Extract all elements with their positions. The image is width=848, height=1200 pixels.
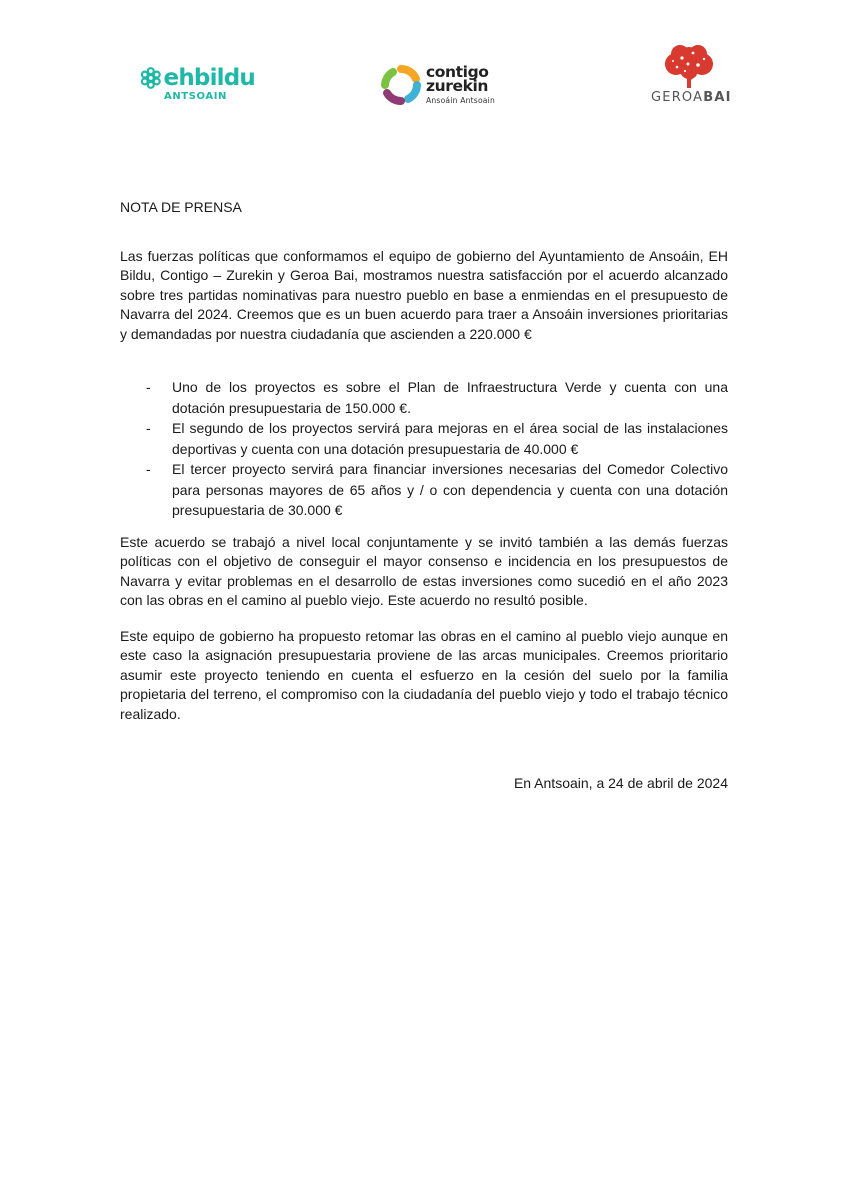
contigo-zurekin-logo: [380, 62, 510, 108]
geroabai-logo: [648, 44, 730, 110]
tree-icon: [660, 44, 718, 90]
date-signoff: En Antsoain, a 24 de abril de 2024: [513, 775, 728, 791]
contigo-ring-icon: [380, 64, 422, 106]
projects-list: [120, 377, 728, 521]
list-item: - Uno de los proyectos es sobre el Plan de Infraestructura Verde y cuenta con una dotación presupuestaria de 150.000 €.: [146, 379, 728, 416]
document-heading: NOTA DE PRENSA: [120, 199, 242, 215]
intro-paragraph: Las fuerzas políticas que conformamos el equipo de gobierno del Ayuntamiento de Ansoáin, EH Bildu, Contigo – Zurekin y Geroa Bai, mostramos nuestra satisfacción por el acuerdo alcanzado sobre tres partidas nominativas para nuestro pueblo en base a enmiendas en el presupuesto de Navarra del 2024. Creemos que es un buen acuerdo para traer a Ansoáin inversiones prioritarias y demandadas por nuestra ciudadanía que ascienden a 220.000 €: [120, 248, 728, 342]
list-item: - El tercer proyecto servirá para financiar inversiones necesarias del Comedor Colectivo para personas mayores de 65 años y / o con dependencia y cuenta con una dotación presupuestaria de 30.000 €: [146, 461, 728, 518]
geroabai-wordmark: GEROABAI: [651, 90, 732, 105]
bullet-dash: -: [146, 379, 151, 395]
bullet-dash: -: [146, 461, 151, 477]
ehbildu-wordmark: ehbildu: [163, 65, 255, 91]
ehbildu-logo: [140, 66, 255, 110]
ehbildu-subtitle: ANTSOAIN: [164, 91, 227, 102]
zurekin-wordmark: zurekin: [426, 77, 489, 95]
contigo-wordmark: contigo: [426, 63, 489, 81]
context-paragraph: Este acuerdo se trabajó a nivel local conjuntamente y se invitó también a las demás fuerzas políticas con el objetivo de conseguir el mayor consenso e incidencia en los presupuestos de Navarra y evitar problemas en el desarrollo de estas inversiones como sucedió en el año 2023 con las obras en el camino al pueblo viejo. Este acuerdo no resultó posible.: [120, 534, 728, 609]
ehbildu-flower-icon: [140, 67, 162, 89]
proposal-paragraph: Este equipo de gobierno ha propuesto retomar las obras en el camino al pueblo viejo aunque en este caso la asignación presupuestaria proviene de las arcas municipales. Creemos prioritario asumir este proyecto teniendo en cuenta el esfuerzo en la cesión del suelo por la familia propietaria del terreno, el compromiso con la ciudadanía del pueblo viejo y todo el trabajo técnico realizado.: [120, 628, 728, 722]
contigo-subtitle: Ansoáin Antsoain: [426, 96, 495, 105]
list-item: - El segundo de los proyectos servirá para mejoras en el área social de las instalaciones deportivas y cuenta con una dotación presupuestaria de 40.000 €: [146, 420, 728, 457]
bullet-dash: -: [146, 420, 151, 436]
